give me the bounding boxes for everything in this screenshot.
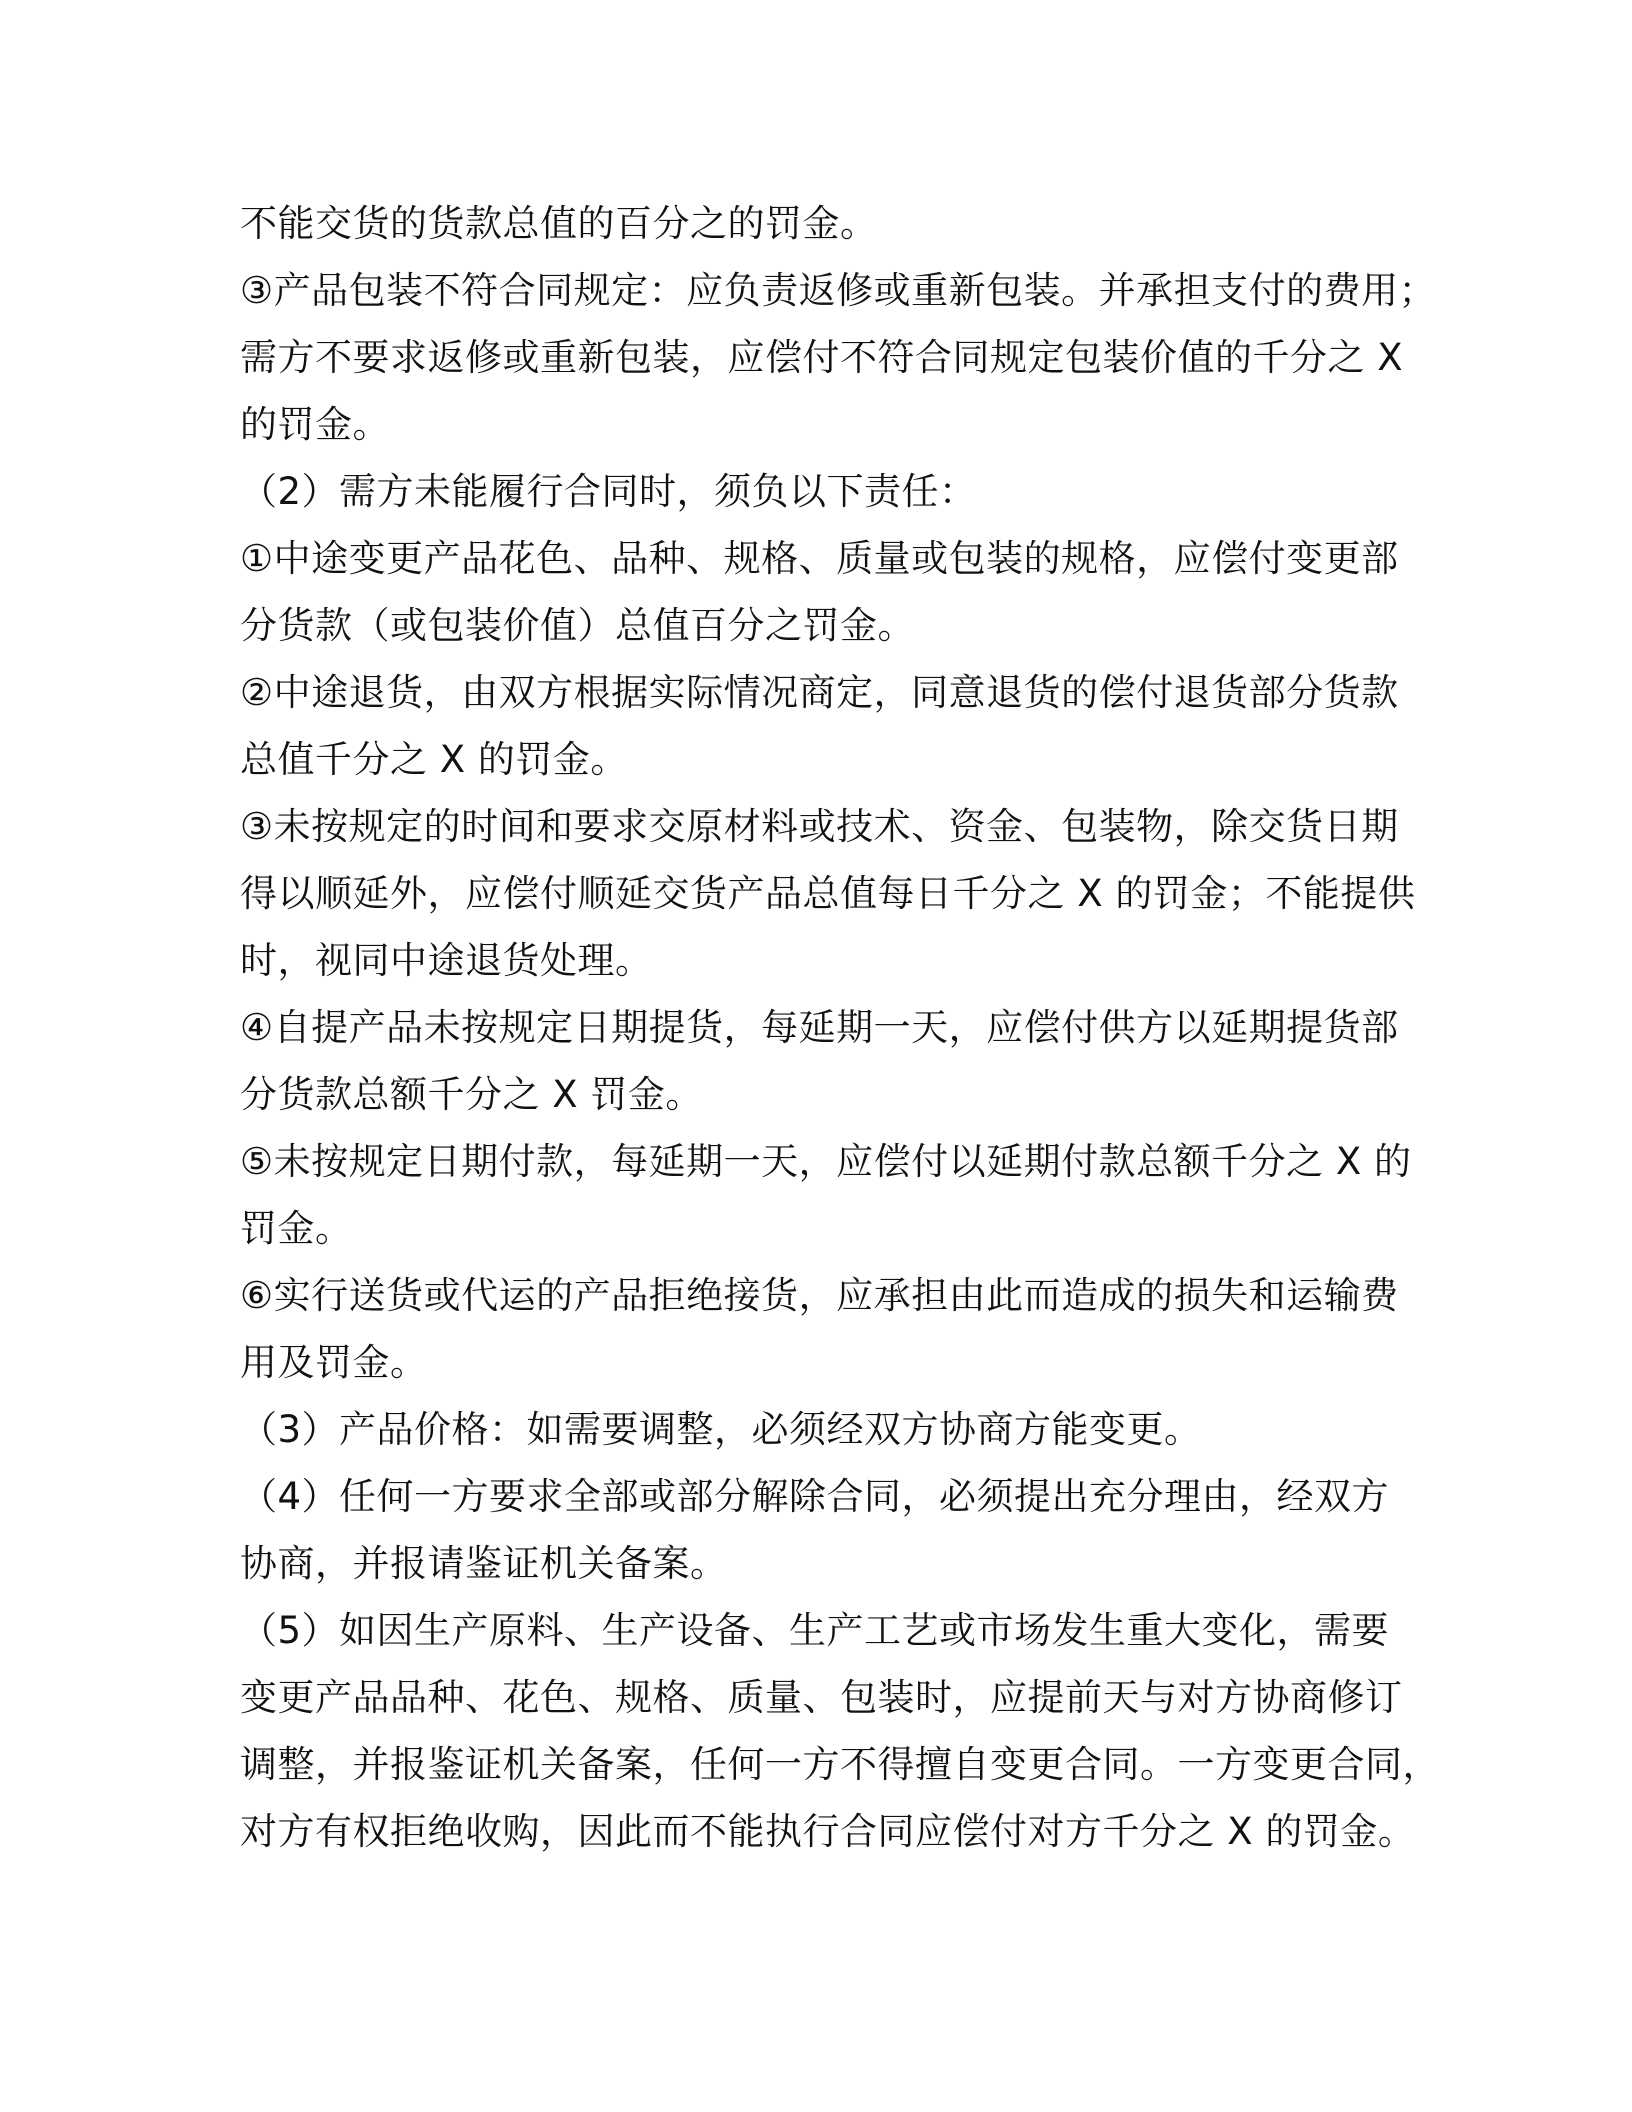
text-line: 协商，并报请鉴证机关备案。 <box>240 1542 728 1585</box>
section-heading-3: （3）产品价格：如需要调整，必须经双方协商方能变更。 <box>240 1408 1202 1451</box>
text-line: 用及罚金。 <box>240 1341 428 1384</box>
text-line: ②中途退货，由双方根据实际情况商定，同意退货的偿付退货部分货款 <box>240 671 1399 714</box>
section-heading-5: （5）如因生产原料、生产设备、生产工艺或市场发生重大变化，需要 <box>240 1609 1390 1652</box>
text-line: 分货款（或包装价值）总值百分之罚金。 <box>240 604 915 647</box>
section-heading-4: （4）任何一方要求全部或部分解除合同，必须提出充分理由，经双方 <box>240 1475 1390 1518</box>
text-line: 时，视同中途退货处理。 <box>240 939 653 982</box>
text-line: ③未按规定的时间和要求交原材料或技术、资金、包装物，除交货日期 <box>240 805 1399 848</box>
text-line: ⑤未按规定日期付款，每延期一天，应偿付以延期付款总额千分之 X 的 <box>240 1140 1412 1183</box>
text-line: 对方有权拒绝收购，因此而不能执行合同应偿付对方千分之 X 的罚金。 <box>240 1810 1416 1853</box>
text-line: 变更产品品种、花色、规格、质量、包装时，应提前天与对方协商修订 <box>240 1676 1403 1719</box>
text-line: ③产品包装不符合同规定：应负责返修或重新包装。并承担支付的费用； <box>240 269 1437 312</box>
text-line: 调整，并报鉴证机关备案，任何一方不得擅自变更合同。一方变更合同， <box>240 1743 1440 1786</box>
text-line: 不能交货的货款总值的百分之的罚金。 <box>240 202 878 245</box>
text-line: ⑥实行送货或代运的产品拒绝接货，应承担由此而造成的损失和运输费 <box>240 1274 1399 1317</box>
text-line: 总值千分之 X 的罚金。 <box>240 738 628 781</box>
text-line: 罚金。 <box>240 1207 353 1250</box>
text-line: 的罚金。 <box>240 403 390 446</box>
text-line: 分货款总额千分之 X 罚金。 <box>240 1073 703 1116</box>
section-heading-2: （2）需方未能履行合同时，须负以下责任： <box>240 470 977 513</box>
text-line: 得以顺延外，应偿付顺延交货产品总值每日千分之 X 的罚金；不能提供 <box>240 872 1416 915</box>
text-line: 需方不要求返修或重新包装，应偿付不符合同规定包装价值的千分之 X <box>240 336 1404 379</box>
text-line: ④自提产品未按规定日期提货，每延期一天，应偿付供方以延期提货部 <box>240 1006 1399 1049</box>
text-line: ①中途变更产品花色、品种、规格、质量或包装的规格，应偿付变更部 <box>240 537 1399 580</box>
document-body <box>240 190 1440 1865</box>
